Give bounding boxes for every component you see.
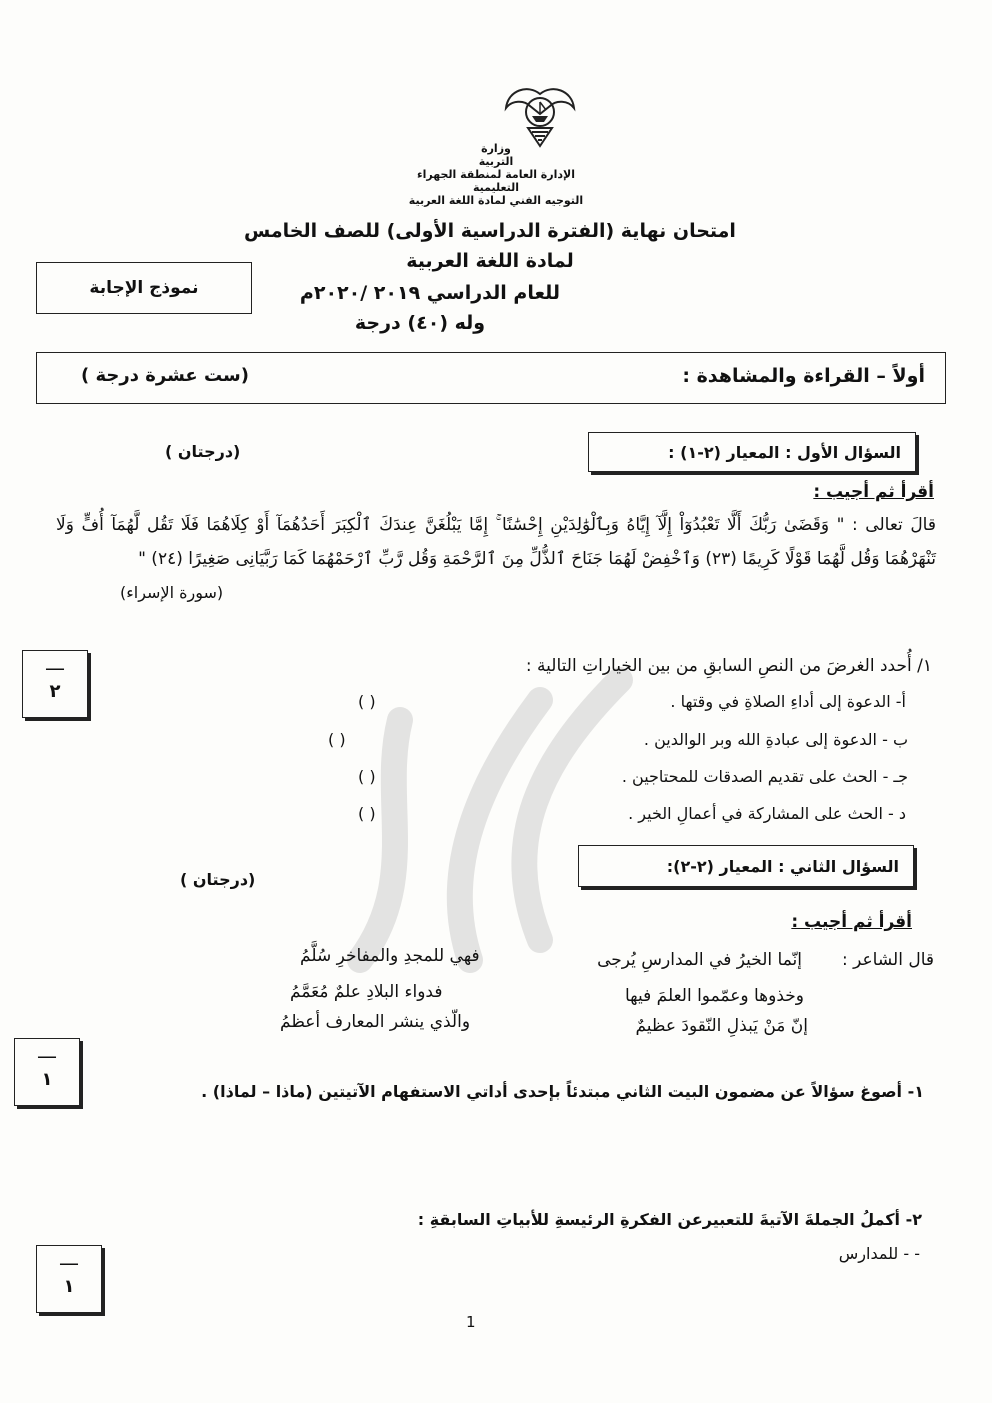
question2-header bbox=[578, 845, 914, 887]
question2-item2-answer[interactable]: - - للمدارس bbox=[838, 1244, 920, 1263]
option-d: د - الحث على المشاركة في أعمالِ الخير . bbox=[628, 804, 906, 823]
exam-title: امتحان نهاية (الفترة الدراسية الأولى) للصف الخامس bbox=[244, 220, 736, 242]
mark-dash: — bbox=[59, 1251, 79, 1275]
ministry-header bbox=[408, 142, 584, 207]
verse-source: (سورة الإسراء) bbox=[120, 583, 224, 602]
option-b: ب - الدعوة إلى عبادةِ الله وبر الوالدين . bbox=[643, 730, 908, 749]
answer-blank-c[interactable]: ( ) bbox=[358, 767, 376, 786]
poem-line-2-left: فدواء البلادِ علمٌ مُعَمَّمُ bbox=[290, 982, 443, 1002]
question1-grade: (درجتان ) bbox=[165, 442, 241, 461]
question2-item2: ٢- أكملُ الجملةَ الآتيةَ للتعبيرعن الفكرةِ الرئيسةِ للأبياتِ السابقةِ : bbox=[417, 1210, 922, 1229]
mark-box-q2-2 bbox=[36, 1245, 102, 1313]
question2-item1: ١- أصوغ سؤالاً عن مضمون البيت الثاني مبتدئاً بإحدى أداتي الاستفهام الآتيتين (ماذا – لماذا) . bbox=[201, 1082, 924, 1101]
exam-year: للعام الدراسي ٢٠١٩ /٢٠٢٠م bbox=[299, 282, 561, 304]
question2-grade: (درجتان ) bbox=[180, 870, 256, 889]
option-c: جـ - الحث على تقديم الصدقات للمحتاجين . bbox=[621, 767, 908, 786]
question1-title: السؤال الأول : المعيار (٢-١) : bbox=[668, 442, 901, 462]
question1-header bbox=[588, 432, 916, 472]
question1-prompt: ١/ أُحدد الغرضَ من النصِ السابقِ من بين الخياراتِ التالية : bbox=[525, 656, 932, 676]
mark-value: ١ bbox=[41, 1069, 53, 1090]
ministry-line: الإدارة العامة لمنطقة الجهراء التعليمية bbox=[416, 168, 576, 194]
ministry-line: التوجيه الفني لمادة اللغة العربية bbox=[408, 194, 584, 207]
poem-line-1-right: إنّما الخيرُ في المدارسِ يُرجى bbox=[597, 950, 802, 970]
answer-model-box bbox=[36, 262, 252, 314]
poem-line-1-left: فهي للمجدِ والمفاخرِ سُلَّمُ bbox=[300, 946, 480, 966]
kuwait-emblem-icon bbox=[498, 80, 582, 148]
mark-value: ٢ bbox=[49, 681, 61, 702]
ministry-line: التربية bbox=[478, 155, 514, 168]
poem-line-3-left: والّذي ينشر المعارف أعظمُ bbox=[280, 1012, 471, 1032]
option-a: أ- الدعوة إلى أداءِ الصلاةِ في وقتها . bbox=[670, 692, 906, 711]
section-grade: (ست عشرة درجة ) bbox=[81, 365, 249, 386]
answer-blank-b[interactable]: ( ) bbox=[328, 730, 346, 749]
page-number: 1 bbox=[466, 1313, 476, 1331]
ministry-line: وزارة bbox=[481, 142, 511, 155]
section-reading-header bbox=[36, 352, 946, 404]
question1-instruction: أقرأ ثم أجيب : bbox=[813, 482, 934, 502]
poem-line-3-right: إنّ مَنْ يَبذلِ النّقودَ عظيمٌ bbox=[635, 1016, 808, 1036]
answer-blank-a[interactable]: ( ) bbox=[358, 692, 376, 711]
mark-dash: — bbox=[37, 1044, 57, 1068]
mark-box-q1 bbox=[22, 650, 88, 718]
mark-dash: — bbox=[45, 656, 65, 680]
question2-instruction: أقرأ ثم أجيب : bbox=[791, 912, 912, 932]
answer-model-label: نموذج الإجابة bbox=[89, 278, 199, 298]
mark-box-q2-1 bbox=[14, 1038, 80, 1106]
mark-value: ١ bbox=[63, 1276, 75, 1297]
quran-verse: قالَ تعالى : " وَقَضَىٰ رَبُّكَ أَلَّا تَعْبُدُوٓاْ إِلَّآ إِيَّاهُ وَبِٱلْوَٰلِدَيْنِ إِحْسَٰنًا ۚ إِمَّا يَبْلُغَنَّ عِندَكَ ٱلْكِبَرَ أَحَدُهُمَآ أَوْ كِلَاهُمَا فَلَا تَقُل لَّهُمَآ أُفٍّ وَلَا تَنْهَرْهُمَا وَقُل لَّهُمَا قَوْلًا كَرِيمًا (٢٣) وَٱخْفِضْ لَهُمَا جَنَاحَ ٱلذُّلِّ مِنَ ٱلرَّحْمَةِ وَقُل رَّبِّ ٱرْحَمْهُمَا كَمَا رَبَّيَانِى صَغِيرًا (٢٤) " bbox=[56, 515, 936, 569]
exam-total: وله (٤٠) درجة bbox=[354, 312, 486, 334]
poet-label: قال الشاعر : bbox=[842, 950, 934, 970]
question2-title: السؤال الثاني : المعيار (٢-٢): bbox=[666, 856, 899, 876]
exam-subject: لمادة اللغة العربية bbox=[406, 250, 574, 272]
section-title: أولاً – القراءة والمشاهدة : bbox=[682, 365, 925, 387]
poem-line-2-right: وخذوها وعمّموا العلمَ فيها bbox=[624, 986, 804, 1006]
answer-blank-d[interactable]: ( ) bbox=[358, 804, 376, 823]
